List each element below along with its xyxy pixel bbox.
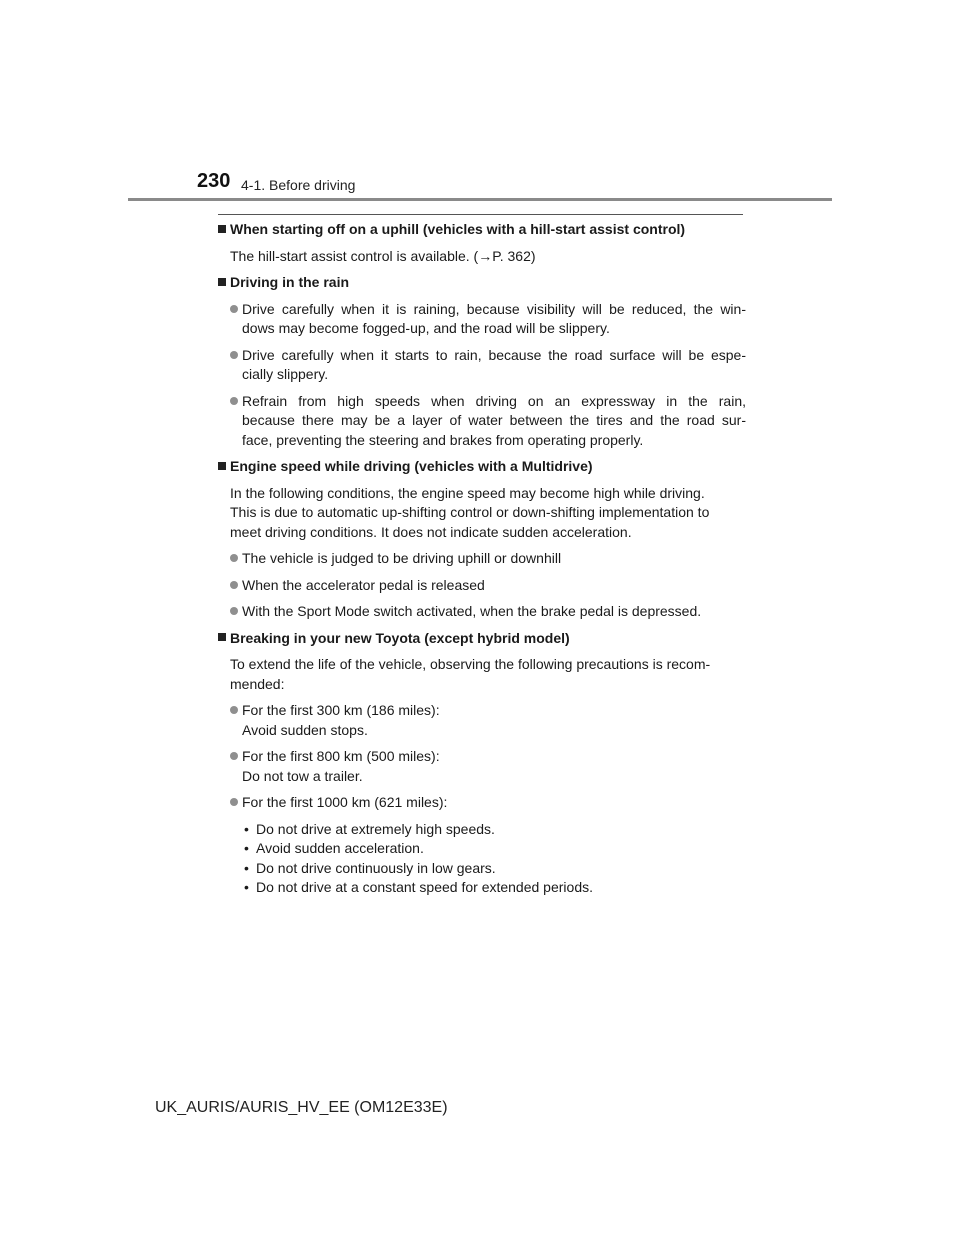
header-rule [128, 198, 832, 201]
bullet-text: For the first 1000 km (621 miles): [242, 794, 448, 810]
sub-list [242, 820, 746, 898]
bullet-line: Refrain from high speeds when driving on an expressway in the rain, [242, 392, 746, 409]
paragraph-line: To extend the life of the vehicle, observing the following precautions is recom- [230, 656, 711, 672]
section-breaking-in [218, 629, 746, 898]
bullet-item [230, 300, 746, 339]
bullet-item [230, 747, 746, 786]
grey-dot-icon [230, 706, 238, 714]
bullet-line: Drive carefully when it is raining, because visibility will be reduced, the win- [242, 300, 746, 317]
bullet-line: because there may be a layer of water between the tires and the road sur- [242, 412, 746, 428]
section-driving-rain [218, 273, 746, 450]
black-square-icon [218, 462, 226, 470]
grey-dot-icon [230, 798, 238, 806]
paragraph-line: This is due to automatic up-shifting control or down-shifting implementation to [230, 504, 710, 520]
heading-text: Driving in the rain [230, 274, 350, 290]
section-heading [218, 220, 746, 240]
grey-dot-icon [230, 607, 238, 615]
section-engine-speed [218, 457, 746, 622]
grey-dot-icon [230, 554, 238, 562]
bullet-line: Drive carefully when it starts to rain, because the road surface will be espe- [242, 346, 746, 363]
section-title: 4-1. Before driving [241, 177, 356, 193]
bullet-item [230, 576, 746, 596]
page-number: 230 [197, 170, 231, 192]
bullet-text: When the accelerator pedal is released [242, 576, 485, 593]
grey-dot-icon [230, 752, 238, 760]
heading-text: When starting off on a uphill (vehicles with a hill-start assist control) [230, 221, 686, 237]
black-square-icon [218, 225, 226, 233]
bullet-line: Avoid sudden stops. [242, 721, 368, 738]
paragraph-line: In the following conditions, the engine speed may become high while driving. [230, 484, 705, 501]
paragraph [230, 484, 746, 543]
bullet-line: cially slippery. [242, 366, 329, 382]
grey-dot-icon [230, 397, 238, 405]
section-heading [218, 457, 746, 477]
black-square-icon [218, 278, 226, 286]
section-heading [218, 273, 746, 293]
bullet-item [230, 602, 746, 622]
black-square-icon [218, 633, 226, 641]
paragraph-line: meet driving conditions. It does not indicate sudden acceleration. [230, 523, 632, 540]
sub-list-item: • Do not drive at a constant speed for extended periods. [242, 878, 746, 898]
bullet-text: The vehicle is judged to be driving uphill or downhill [242, 550, 562, 566]
section-heading [218, 629, 746, 649]
bullet-item [230, 549, 746, 569]
bullet-line: dows may become fogged-up, and the road will be slippery. [242, 320, 610, 336]
heading-text: Engine speed while driving (vehicles with a Multidrive) [230, 458, 593, 474]
sub-list-item: • Do not drive continuously in low gears. [242, 859, 746, 879]
heading-text: Breaking in your new Toyota (except hybrid model) [230, 629, 570, 646]
paragraph-line: mended: [230, 675, 285, 692]
paragraph [230, 655, 746, 694]
bullet-line: face, preventing the steering and brakes from operating properly. [242, 431, 644, 448]
bullet-item [230, 392, 746, 451]
bullet-line: For the first 800 km (500 miles): [242, 748, 440, 764]
sub-list-item: • Do not drive at extremely high speeds. [242, 820, 746, 840]
bullet-item [230, 346, 746, 385]
paragraph: The hill-start assist control is available. (→P. 362) [230, 247, 536, 264]
grey-dot-icon [230, 351, 238, 359]
content-rule [218, 214, 743, 215]
bullet-line: Do not tow a trailer. [242, 767, 363, 784]
grey-dot-icon [230, 581, 238, 589]
bullet-item [230, 701, 746, 740]
footer-model-code: UK_AURIS/AURIS_HV_EE (OM12E33E) [155, 1099, 448, 1116]
content-body [218, 220, 746, 898]
bullet-item [230, 793, 746, 813]
bullet-text: With the Sport Mode switch activated, when the brake pedal is depressed. [242, 603, 702, 619]
grey-dot-icon [230, 305, 238, 313]
section-hill-start [218, 220, 746, 266]
bullet-line: For the first 300 km (186 miles): [242, 702, 440, 718]
sub-list-item: • Avoid sudden acceleration. [242, 839, 746, 859]
